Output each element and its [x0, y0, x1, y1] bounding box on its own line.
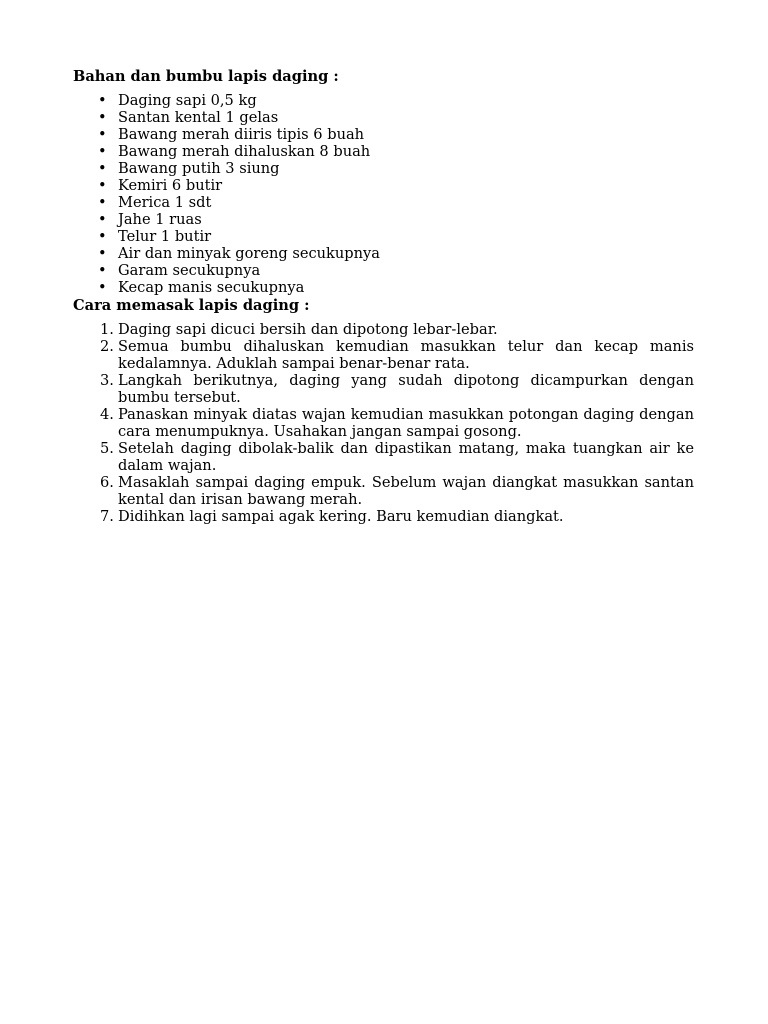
step-number: 5. — [100, 440, 114, 457]
ingredient-text: Bawang merah dihaluskan 8 buah — [118, 143, 371, 160]
step-number: 3. — [100, 372, 114, 389]
bullet: • — [98, 279, 107, 296]
ingredient-item — [73, 279, 694, 296]
ingredient-item — [73, 143, 694, 160]
ingredient-text: Santan kental 1 gelas — [118, 109, 279, 126]
ingredient-text: Bawang putih 3 siung — [118, 160, 280, 177]
step-item — [73, 508, 694, 525]
ingredient-item — [73, 211, 694, 228]
step-text: Setelah daging dibolak-balik dan dipastikan matang, maka tuangkan air ke dalam wajan. — [118, 440, 694, 474]
ingredient-item — [73, 109, 694, 126]
step-text: Daging sapi dicuci bersih dan dipotong lebar-lebar. — [118, 321, 498, 338]
step-text: Masaklah sampai daging empuk. Sebelum wajan diangkat masukkan santan kental dan irisan bawang merah. — [118, 474, 694, 508]
step-item — [73, 406, 694, 440]
step-item — [73, 440, 694, 474]
step-number: 6. — [100, 474, 114, 491]
bullet: • — [98, 228, 107, 245]
bullet: • — [98, 245, 107, 262]
bullet: • — [98, 211, 107, 228]
ingredient-text: Kecap manis secukupnya — [118, 279, 305, 296]
bullet: • — [98, 262, 107, 279]
bullet: • — [98, 109, 107, 126]
step-text: Langkah berikutnya, daging yang sudah dipotong dicampurkan dengan bumbu tersebut. — [118, 372, 694, 406]
ingredient-text: Telur 1 butir — [118, 228, 212, 245]
ingredient-text: Air dan minyak goreng secukupnya — [118, 245, 380, 262]
ingredient-item — [73, 177, 694, 194]
step-number: 7. — [100, 508, 114, 525]
ingredient-text: Jahe 1 ruas — [118, 211, 202, 228]
ingredient-item — [73, 126, 694, 143]
ingredient-text: Merica 1 sdt — [118, 194, 212, 211]
document-page — [73, 68, 694, 525]
bullet: • — [98, 92, 107, 109]
bullet: • — [98, 177, 107, 194]
bullet: • — [98, 194, 107, 211]
ingredient-text: Daging sapi 0,5 kg — [118, 92, 257, 109]
ingredient-item — [73, 194, 694, 211]
ingredient-item — [73, 262, 694, 279]
step-number: 1. — [100, 321, 114, 338]
step-item — [73, 321, 694, 338]
step-item — [73, 474, 694, 508]
step-text: Semua bumbu dihaluskan kemudian masukkan telur dan kecap manis kedalamnya. Aduklah sampai benar-benar rata. — [118, 338, 694, 372]
step-item — [73, 372, 694, 406]
step-text: Didihkan lagi sampai agak kering. Baru kemudian diangkat. — [118, 508, 564, 525]
steps-list — [73, 321, 694, 525]
ingredients-heading: Bahan dan bumbu lapis daging : — [73, 68, 339, 85]
bullet: • — [98, 143, 107, 160]
ingredient-item — [73, 92, 694, 109]
ingredient-text: Kemiri 6 butir — [118, 177, 223, 194]
step-number: 4. — [100, 406, 114, 423]
steps-heading: Cara memasak lapis daging : — [73, 297, 310, 314]
ingredient-item — [73, 160, 694, 177]
step-number: 2. — [100, 338, 114, 355]
step-text: Panaskan minyak diatas wajan kemudian masukkan potongan daging dengan cara menumpuknya. Usahakan jangan sampai gosong. — [118, 406, 694, 440]
ingredient-text: Bawang merah diiris tipis 6 buah — [118, 126, 365, 143]
bullet: • — [98, 160, 107, 177]
ingredient-text: Garam secukupnya — [118, 262, 261, 279]
ingredient-item — [73, 228, 694, 245]
step-item — [73, 338, 694, 372]
ingredient-item — [73, 245, 694, 262]
ingredients-list — [73, 92, 694, 296]
bullet: • — [98, 126, 107, 143]
